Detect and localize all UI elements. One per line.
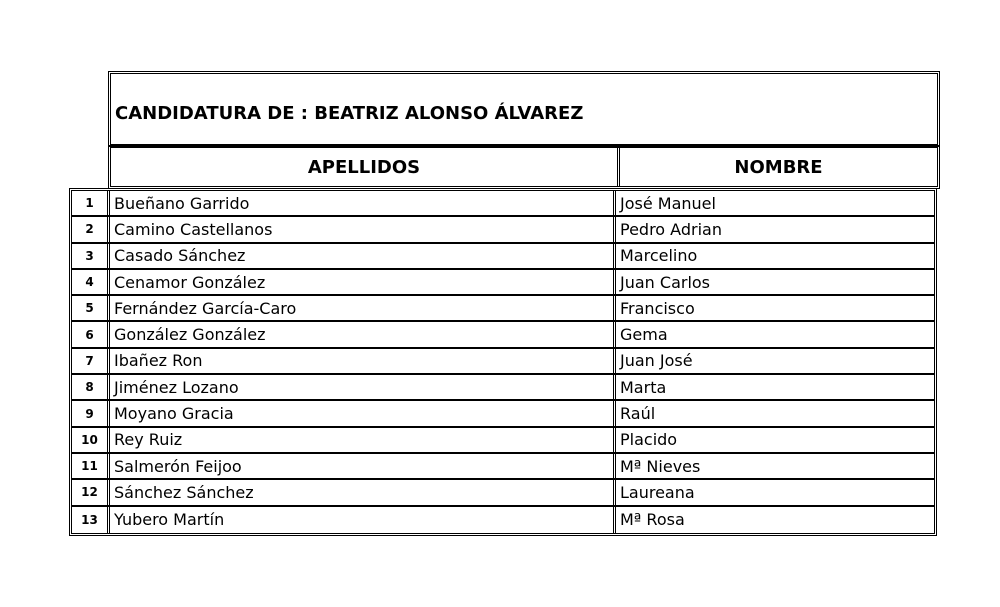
row-nombre: Juan José	[620, 351, 693, 371]
row-apellidos: Cenamor González	[110, 270, 616, 294]
row-apellidos: Yubero Martín	[110, 507, 616, 533]
row-apellidos: Ibañez Ron	[110, 349, 616, 373]
row-apellidos: Rey Ruiz	[110, 428, 616, 452]
row-number: 8	[72, 375, 110, 399]
row-number: 13	[72, 507, 110, 533]
row-apellidos: Fernández García-Caro	[110, 296, 616, 320]
table-row	[72, 428, 934, 454]
row-nombre: Laureana	[620, 482, 695, 502]
row-nombre: Pedro Adrian	[620, 219, 722, 239]
header-apellidos: APELLIDOS	[111, 148, 620, 186]
row-apellidos: Bueñano Garrido	[110, 191, 616, 215]
row-nombre: Gema	[620, 325, 668, 345]
row-nombre: Marcelino	[620, 246, 698, 266]
row-number: 9	[72, 401, 110, 425]
row-number: 4	[72, 270, 110, 294]
row-nombre: Juan Carlos	[620, 272, 711, 292]
candidates-table	[69, 188, 937, 536]
header-nombre: NOMBRE	[734, 156, 823, 178]
row-nombre: José Manuel	[620, 193, 716, 213]
row-number: 6	[72, 322, 110, 346]
table-row	[72, 454, 934, 480]
table-row	[72, 217, 934, 243]
table-row	[72, 322, 934, 348]
table-header	[108, 145, 940, 189]
table-row	[72, 507, 934, 533]
row-nombre: Mª Nieves	[620, 456, 701, 476]
candidature-title: CANDIDATURA DE : BEATRIZ ALONSO ÁLVAREZ	[115, 102, 584, 124]
row-nombre: Raúl	[620, 404, 656, 424]
row-apellidos: Moyano Gracia	[110, 401, 616, 425]
row-number: 3	[72, 244, 110, 268]
row-number: 10	[72, 428, 110, 452]
row-number: 2	[72, 217, 110, 241]
row-nombre: Placido	[620, 430, 678, 450]
table-row	[72, 244, 934, 270]
row-apellidos: Camino Castellanos	[110, 217, 616, 241]
table-row	[72, 375, 934, 401]
table-row	[72, 401, 934, 427]
table-row	[72, 296, 934, 322]
table-row	[72, 270, 934, 296]
row-nombre: Mª Rosa	[620, 510, 685, 530]
row-apellidos: Jiménez Lozano	[110, 375, 616, 399]
row-number: 1	[72, 191, 110, 215]
table-row	[72, 480, 934, 506]
table-row	[72, 349, 934, 375]
row-number: 11	[72, 454, 110, 478]
row-nombre: Marta	[620, 377, 667, 397]
row-number: 5	[72, 296, 110, 320]
row-apellidos: Sánchez Sánchez	[110, 480, 616, 504]
row-nombre: Francisco	[620, 298, 695, 318]
row-number: 12	[72, 480, 110, 504]
row-number: 7	[72, 349, 110, 373]
table-row	[72, 191, 934, 217]
row-apellidos: Salmerón Feijoo	[110, 454, 616, 478]
row-apellidos: Casado Sánchez	[110, 244, 616, 268]
candidature-title-box	[108, 71, 940, 147]
row-apellidos: González González	[110, 322, 616, 346]
